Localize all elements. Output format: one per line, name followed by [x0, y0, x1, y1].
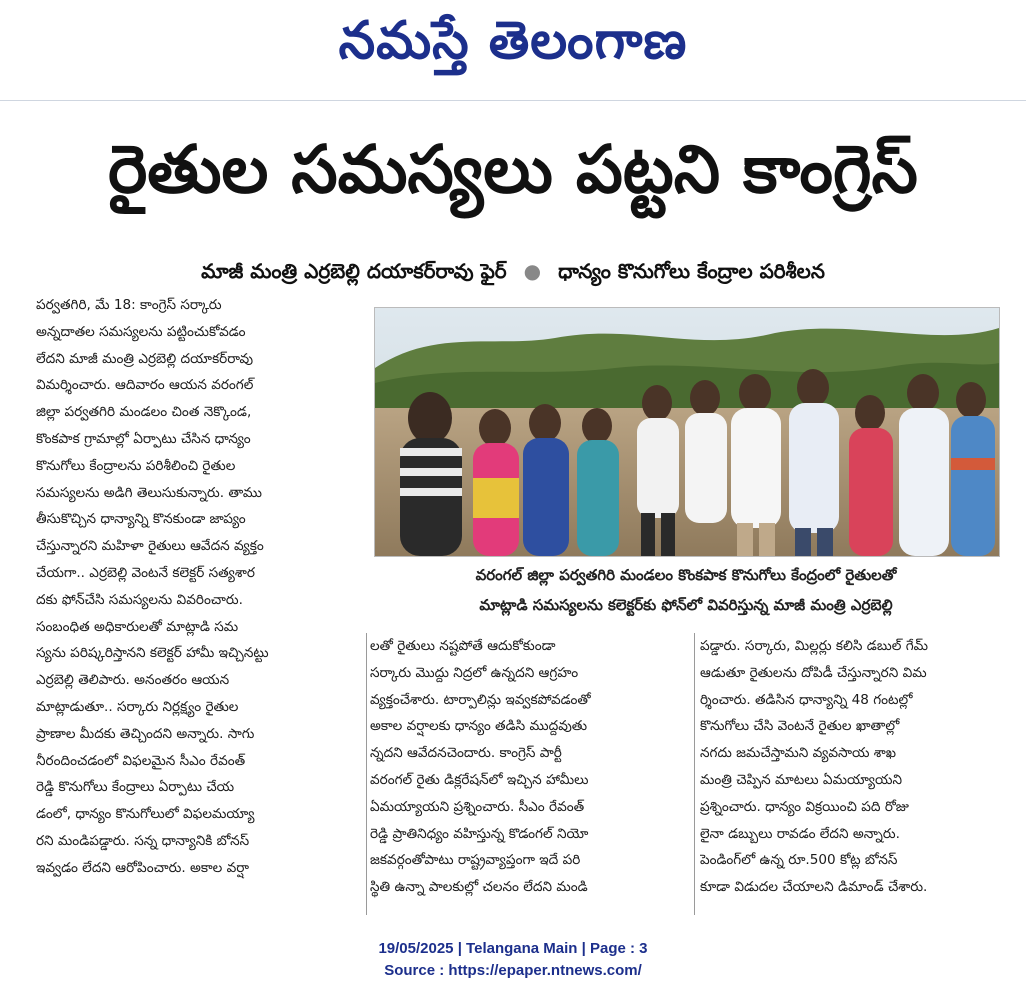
article-text-line: స్థితి ఉన్నా పాలకుల్లో చలనం లేదని మండి	[370, 879, 588, 896]
article-text-line: ఏమయ్యాయని ప్రశ్నించారు. సీఎం రేవంత్	[370, 798, 585, 815]
article-text-line: విమర్శించారు. ఆదివారం ఆయన వరంగల్	[36, 377, 254, 394]
article-text-line: వరంగల్ రైతు డిక్లరేషన్‌లో ఇచ్చిన హామీలు	[370, 771, 589, 788]
article-text-line: తీసుకొచ్చిన ధాన్యాన్ని కొనకుండా జాప్యం	[36, 511, 246, 528]
photo-caption	[374, 560, 998, 626]
article-column-left	[36, 292, 366, 882]
article-text-line: చేస్తున్నారని మహిళా రైతులు ఆవేదన వ్యక్తం	[36, 538, 264, 555]
article-text-line: కొంకపాక గ్రామాల్లో ఏర్పాటు చేసిన ధాన్యం	[36, 430, 251, 447]
footer-edition-info: 19/05/2025 | Telangana Main | Page : 3	[378, 940, 648, 957]
article-text-line: పడ్డారు. సర్కారు, మిల్లర్లు కలిసి డబుల్ గేమ్	[700, 638, 929, 654]
article-text-line: సమస్యలను అడిగి తెలుసుకున్నారు. తాము	[36, 484, 262, 501]
page-footer	[0, 938, 1026, 982]
article-text-line: లతో రైతులు నష్టపోతే ఆదుకోకుండా	[370, 638, 556, 654]
article-text-line: నగదు జమచేస్తామని వ్యవసాయ శాఖ	[700, 745, 897, 762]
article-headline: రైతుల సమస్యలు పట్టని కాంగ్రెస్	[108, 131, 918, 208]
article-text-line: ప్రాణాల మీదకు తెచ్చిందని అన్నారు. సాగు	[36, 725, 255, 742]
article-text-line: ర్శించారు. తడిసిన ధాన్యాన్ని 48 గంటల్లో	[700, 691, 913, 708]
masthead	[0, 0, 1026, 100]
caption-line: మాట్లాడి సమస్యలను కలెక్టర్‌కు ఫోన్‌లో వివరిస్తున్న మాజీ మంత్రి ఎర్రబెల్లి	[479, 596, 893, 614]
article-text-line: చేయగా.. ఎర్రబెల్లి వెంటనే కలెక్టర్ సత్యశార	[36, 564, 255, 581]
article-text-line: డంలో, ధాన్యం కొనుగోలులో విఫలమయ్యా	[36, 806, 255, 823]
photo-illustration	[375, 308, 999, 556]
article-text-line: కూడా విడుదల చేయాలని డిమాండ్ చేశారు.	[700, 879, 928, 896]
masthead-logo: నమస్తే తెలంగాణ	[338, 11, 688, 71]
article-text-line: ఆడుతూ రైతులను దోపిడీ చేస్తున్నారని విమ	[700, 664, 927, 681]
subheadline-right: ధాన్యం కొనుగోలు కేంద్రాల పరిశీలన	[558, 259, 825, 283]
article-text-line: పర్వతగిరి, మే 18: కాంగ్రెస్ సర్కారు	[36, 297, 222, 313]
article-text-line: లేదని మాజీ మంత్రి ఎర్రబెల్లి దయాకర్‌రావు	[36, 350, 254, 367]
article-text-line: అకాల వర్షాలకు ధాన్యం తడిసి ముద్దవుతు	[370, 718, 588, 735]
article-text-line: మాట్లాడుతూ.. సర్కారు నిర్లక్ష్యం రైతుల	[36, 698, 239, 715]
column-divider	[694, 633, 695, 915]
article-text-line: ఎర్రబెల్లి తెలిపారు. అనంతరం ఆయన	[36, 672, 230, 689]
bullet-separator-icon: ●	[523, 259, 542, 283]
article-text-line: అన్నదాతల సమస్యలను పట్టించుకోవడం	[36, 323, 246, 340]
article-column-right	[700, 633, 1000, 901]
article-text-line: కొనుగోలు కేంద్రాలను పరిశీలించి రైతుల	[36, 457, 236, 474]
article-text-line: రెడ్డి ప్రాతినిధ్యం వహిస్తున్న కొడంగల్ నియో	[370, 825, 589, 842]
article-text-line: లైనా డబ్బులు రావడం లేదని అన్నారు.	[700, 825, 900, 842]
article-text-line: కొనుగోలు చేసి వెంటనే రైతుల ఖాతాల్లో	[700, 718, 900, 735]
article-text-line: రెడ్డి కొనుగోలు కేంద్రాలు ఏర్పాటు చేయ	[36, 779, 235, 796]
article-text-line: ప్రశ్నించారు. ధాన్యం విక్రయించి పది రోజు	[700, 798, 909, 815]
caption-line: వరంగల్ జిల్లా పర్వతగిరి మండలం కొంకపాక కొనుగోలు కేంద్రంలో రైతులతో	[475, 566, 897, 584]
article-text-line: జకవర్గంతోపాటు రాష్ట్రవ్యాప్తంగా ఇదే పరి	[370, 852, 581, 869]
article-text-line: రని మండిపడ్డారు. సన్న ధాన్యానికి బోనస్	[36, 832, 250, 849]
article-text-line: జిల్లా పర్వతగిరి మండలం చింత నెక్కొండ,	[36, 404, 252, 421]
footer-source-link[interactable]: Source : https://epaper.ntnews.com/	[384, 962, 642, 979]
news-photo	[374, 307, 1000, 557]
article-text-line: దకు ఫోన్‌చేసి సమస్యలను వివరించారు.	[36, 591, 243, 608]
article-text-line: మంత్రి చెప్పిన మాటలు ఏమయ్యాయని	[700, 771, 903, 788]
article-subheadline	[30, 254, 996, 288]
article-text-line: ఇవ్వడం లేదని ఆరోపించారు. అకాల వర్షా	[36, 859, 250, 876]
subheadline-left: మాజీ మంత్రి ఎర్రబెల్లి దయాకర్‌రావు ఫైర్	[201, 259, 507, 283]
article-text-line: సర్కారు మొద్దు నిద్రలో ఉన్నదని ఆగ్రహం	[370, 664, 579, 681]
article-text-line: న్నదని ఆవేదనచెందారు. కాంగ్రెస్ పార్టీ	[370, 745, 562, 762]
article-text-line: నీరందించడంలో విఫలమైన సీఎం రేవంత్	[36, 752, 246, 769]
article-text-line: వ్యక్తంచేశారు. టార్పాలిన్లు ఇవ్వకపోవడంతో	[370, 691, 591, 708]
article-text-line: సంబంధిత అధికారులతో మాట్లాడి సమ	[36, 618, 239, 635]
column-divider	[366, 633, 367, 915]
article-text-line: స్యను పరిష్కరిస్తానని కలెక్టర్ హామీ ఇచ్చినట్టు	[36, 645, 269, 662]
masthead-divider	[0, 100, 1026, 101]
article-column-middle	[370, 633, 690, 901]
article-text-line: పెండింగ్‌లో ఉన్న రూ.500 కోట్ల బోనస్	[700, 852, 898, 869]
